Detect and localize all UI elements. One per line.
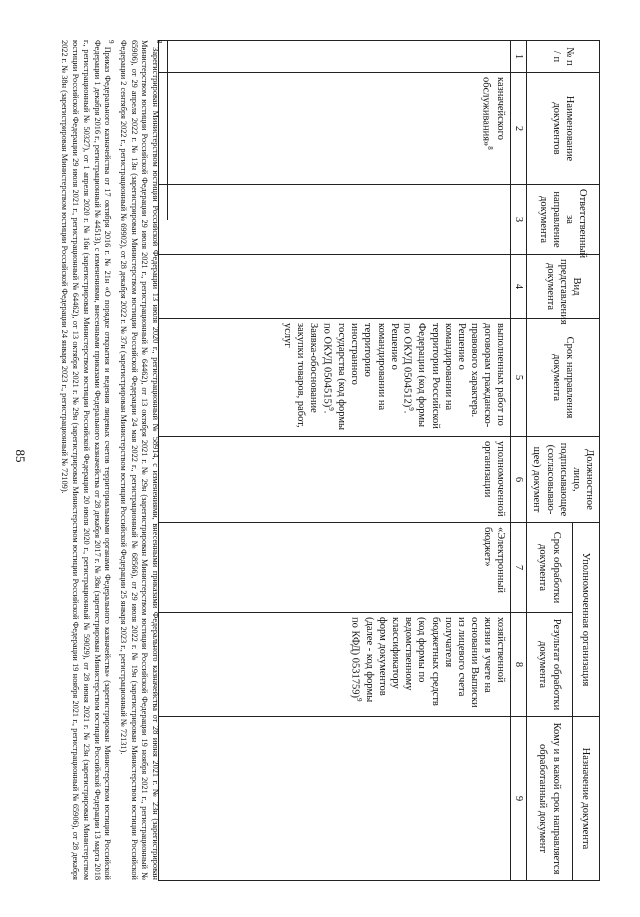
footnote-divider [167,40,168,220]
footnote-mark: 9 [107,40,116,44]
footnote-8 [117,40,163,880]
header-processing-deadline: Срок обработки документа [527,523,572,613]
cell-deadline-text-cont2: . Заявка-обоснование закупки товаров, работ, услуг [282,323,333,428]
cell-official: уполномоченной организации [159,437,511,523]
cell-name-text: казначейского обслуживания» [480,77,507,147]
cell-no [159,41,511,73]
cell-recipient [159,717,511,881]
page-number: 85 [13,449,28,463]
footnote-mark: 8 [155,40,163,44]
column-number: 3 [511,185,527,255]
header-purpose: Назначение документа [572,717,599,881]
column-number: 2 [511,73,527,185]
header-recipient: Кому и в какой срок направляется обработанный документ [527,717,572,881]
footnote-9 [58,40,115,880]
header-authorized-org: Уполномоченная организация [572,523,599,717]
column-number: 8 [511,613,527,717]
footnote-ref: 9 [327,407,336,411]
column-number: 1 [511,41,527,73]
column-number: 7 [511,523,527,613]
header-result: Результат обработки документа [527,613,572,717]
column-number: 6 [511,437,527,523]
footnote-text: Приказ Федерального казначейства от 17 октября 2016 г. № 21н «О порядке открытия и ведения лицевых счетов территориальными органами Федерального казначейства» (зарегистрирован Министерством юстиции Российской Федерации 1 декабря 2016 г., регистрационный № 44513), с изменениями, внесенными приказами Федерального казначейства от 28 декабря 2017 г. № 38н (зарегистрирован Министерством юстиции Российской Федерации 13 марта 2018 г., регистрационный № 50327), от 1 апреля 2020 г. № 16н (зарегистрирован Министерством юстиции Российской Федерации 20 июля 2020 г., регистрационный № 59029), от 28 июня 2021 г. № 23н (зарегистрирован Министерством юстиции Российской Федерации 29 июля 2021 г., регистрационный № 64462), от 13 октября 2021 г. № 29н (зарегистрирован Министерством юстиции Российской Федерации 19 ноября 2021 г., регистрационный № 65906), от 28 декабря 2022 г. № 38н (зарегистрирован Министерством юстиции Российской Федерации 24 января 2023 г., регистрационный № 72109). [60,40,113,880]
footnotes [56,40,168,880]
cell-result [159,613,511,717]
header-official: Должностное лицо, подписывающее (согласовываю-щее) документ [527,437,600,523]
cell-responsible [159,185,511,255]
document-table [158,40,600,881]
cell-deadline [159,319,511,437]
column-number: 4 [511,255,527,319]
footnote-ref: 9 [407,407,416,411]
cell-name [159,73,511,185]
cell-deadline-text-cont: . Решение о командировании на территорию иностранного государства (код формы по ОКУД 0504515) [321,323,413,431]
header-responsible: Ответственный за направление документа [527,185,600,255]
footnote-ref: 8 [486,146,495,150]
footnote-text: Зарегистрирован Министерством юстиции Российской Федерации 13 июля 2020 г., регистрационный № 58914, с изменениями, внесенными приказами Федерального казначейства от 28 июня 2021 г. № 23н (зарегистрирован Министерством юстиции Российской Федерации 29 июля 2021 г., регистрационный № 64462), от 13 октября 2021 г. № 29н (зарегистрирован Министерством юстиции Российской Федерации 19 ноября 2021 г., регистрационный № 65906), от 29 апреля 2022 г. № 13н (зарегистрирован Министерством юстиции Российской Федерации 24 мая 2022 г., регистрационный № 68566), от 29 июля 2022 г. № 19н (зарегистрирован Министерством юстиции Российской Федерации 2 сентября 2022 г., регистрационный № 69902), от 28 декабря 2022 г. № 37н (зарегистрирован Министерством юстиции Российской Федерации 25 января 2023 г., регистрационный № 72131). [118,40,161,880]
header-deadline: Срок направления документа [527,319,600,437]
cell-processing-deadline: «Электронный бюджет» [159,523,511,613]
header-type: Вид представления документа [527,255,600,319]
column-number: 9 [511,717,527,881]
cell-result-text: хозяйственной жизни в учете на основании Выписки из лицевого счета получателя бюджетных средств (код формы по ведомственному классификатору форм документов (далее - код формы по КФД) 0531759) [349,617,507,708]
cell-deadline-text: выполненных работ по договорам гражданско-правового характера. Решение о командировании на территории Российской Федерации (код формы по ОКУД 0504512) [401,323,507,429]
column-number: 5 [511,319,527,437]
rotated-page [40,40,600,880]
header-no: № п / п [527,41,600,73]
column-numbers-row [511,41,527,881]
cell-type [159,255,511,319]
table-row [159,41,511,881]
footnote-ref: 9 [354,697,363,702]
header-name: Наименование документов [527,73,600,185]
